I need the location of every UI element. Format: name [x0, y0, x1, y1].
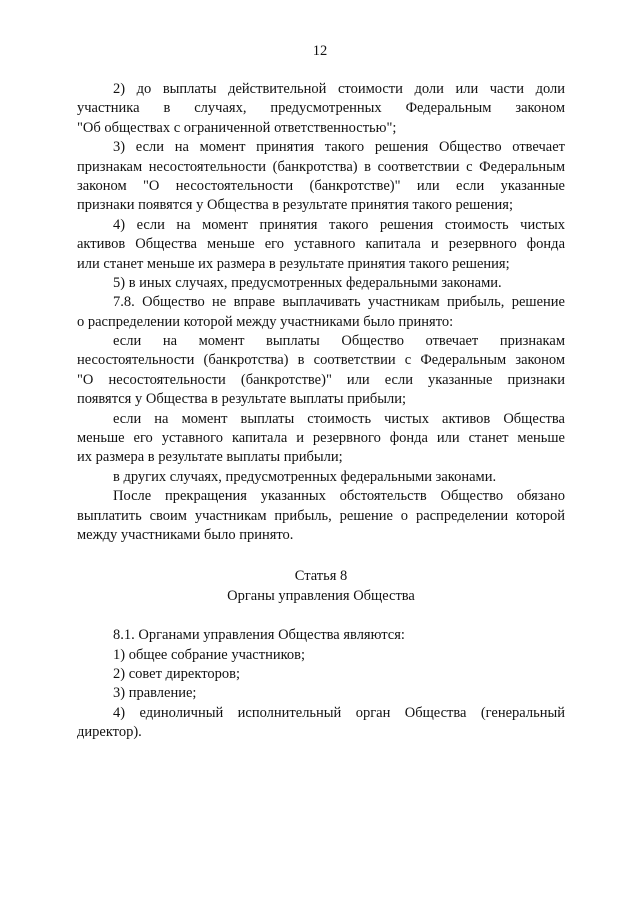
text-line: директор).	[77, 724, 142, 741]
text-line: После прекращения указанных обстоятельств Общество обязано	[113, 488, 565, 505]
text-line: законом "О несостоятельности (банкротстве)" или если указанные	[77, 177, 565, 194]
text-line: если на момент выплаты стоимость чистых активов Общества	[113, 410, 565, 427]
text-line: между участниками было принято.	[77, 526, 294, 543]
text-line: или станет меньше их размера в результате принятия такого решения;	[77, 255, 510, 272]
text-line: "О несостоятельности (банкротстве)" или если указанные признаки	[77, 371, 565, 388]
document-body	[77, 80, 565, 743]
text-line: 3) если на момент принятия такого решения Общество отвечает	[113, 139, 565, 156]
text-line: "Об обществах с ограниченной ответственностью";	[77, 119, 397, 136]
text-line: 2) совет директоров;	[113, 665, 240, 682]
text-line: о распределении которой между участниками было принято:	[77, 313, 454, 330]
text-line: признакам несостоятельности (банкротства) в соответствии с Федеральным	[77, 158, 565, 175]
text-line: участника в случаях, предусмотренных Федеральным законом	[77, 100, 565, 117]
text-line: 3) правление;	[113, 685, 197, 702]
text-line: меньше его уставного капитала и резервного фонда или станет меньше	[77, 430, 565, 447]
text-line: 5) в иных случаях, предусмотренных федеральными законами.	[113, 274, 502, 291]
section-block	[77, 626, 565, 742]
article-title: Органы управления Общества	[227, 587, 415, 604]
text-line: их размера в результате выплаты прибыли;	[77, 449, 343, 466]
text-line: 1) общее собрание участников;	[113, 646, 306, 663]
article-number: Статья 8	[294, 568, 348, 585]
text-line: несостоятельности (банкротства) в соответствии с Федеральным законом	[77, 352, 565, 369]
text-line: если на момент выплаты Общество отвечает признакам	[113, 333, 565, 350]
text-line: 7.8. Общество не вправе выплачивать участникам прибыль, решение	[113, 294, 565, 311]
spacer	[77, 606, 565, 626]
page-number: 12	[312, 43, 328, 59]
paragraph-block	[77, 80, 565, 545]
text-line: активов Общества меньше его уставного капитала и резервного фонда	[77, 236, 565, 253]
text-line: в других случаях, предусмотренных федеральными законами.	[113, 468, 497, 485]
text-line: 4) если на момент принятия такого решения стоимость чистых	[113, 216, 565, 233]
text-line: 8.1. Органами управления Общества являются:	[113, 627, 405, 644]
text-line: признаки появятся у Общества в результате принятия такого решения;	[77, 197, 513, 214]
text-line: выплатить своим участникам прибыль, решение о распределении которой	[77, 507, 565, 524]
text-line: 2) до выплаты действительной стоимости доли или части доли	[113, 81, 565, 97]
spacer	[77, 545, 565, 567]
text-line: появятся у Общества в результате выплаты прибыли;	[77, 391, 407, 408]
text-line: 4) единоличный исполнительный орган Общества (генеральный	[113, 704, 565, 721]
